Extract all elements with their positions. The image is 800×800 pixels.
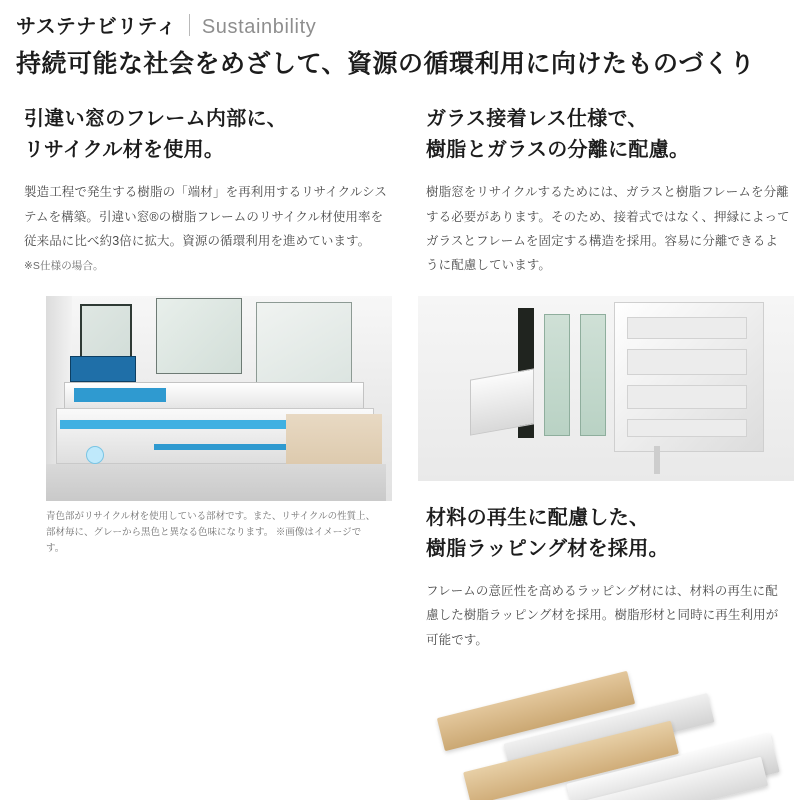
page-headline: 持続可能な社会をめざして、資源の循環利用に向けたものづくり <box>16 50 756 78</box>
section-title-line2: 樹脂とガラスの分離に配慮。 <box>426 139 690 162</box>
glass-resin-separation-photo <box>418 296 794 481</box>
profile-chamber-3 <box>627 385 747 409</box>
recycled-material-strip-secondary <box>154 444 296 450</box>
recycled-core-block <box>70 356 136 382</box>
glass-pane-outer <box>544 314 570 436</box>
figure-caption: 青色部がリサイクル材を使用している部材です。また、リサイクルの性質上、部材毎に、グレーから黒色と異なる色味になります。 ※画像はイメージです。 <box>46 510 376 555</box>
section-title-line2: 樹脂ラッピング材を採用。 <box>426 537 669 560</box>
header-title-row <box>16 10 784 39</box>
section-glass-free-adhesion <box>418 104 794 481</box>
glass-pane-right <box>256 302 352 388</box>
wrapping-illustration <box>418 668 794 800</box>
section-body <box>16 180 392 278</box>
profile-chamber-2 <box>627 349 747 375</box>
section-body-note: ※S仕様の場合。 <box>24 260 104 273</box>
header-divider <box>189 14 190 36</box>
section-title-line1: 引違い窓のフレーム内部に、 <box>24 108 288 131</box>
window-frame-cutaway-photo <box>46 296 392 501</box>
profile-stem <box>654 446 660 474</box>
frame-base <box>46 464 386 501</box>
section-resin-wrapping <box>418 503 794 800</box>
section-title <box>16 104 392 166</box>
window-illustration <box>46 296 392 501</box>
section-body: フレームの意匠性を高めるラッピング材には、材料の再生に配慮した樹脂ラッピング材を採用。樹脂形材と同時に再生利用が可能です。 <box>426 583 779 647</box>
column-right <box>418 104 794 800</box>
column-left <box>16 104 392 800</box>
page-header <box>0 0 800 39</box>
glass-pane-inner <box>580 314 606 436</box>
glazing-bead <box>470 368 534 435</box>
section-title-line1: 材料の再生に配慮した、 <box>426 506 650 529</box>
page-title-en: Sustainbility <box>201 16 317 38</box>
glass-pane-middle <box>156 298 242 374</box>
recycled-material-strip <box>60 420 292 429</box>
separation-illustration <box>418 296 794 481</box>
roller-detail <box>86 446 104 464</box>
section-title <box>418 104 794 166</box>
section-body-text: 製造工程で発生する樹脂の「端材」を再利用するリサイクルシステムを構築。引違い窓®の樹脂フレームのリサイクル材使用率を従来品に比べ約3倍に拡大。資源の循環利用を進めています。 <box>24 185 387 248</box>
profile-chamber-1 <box>627 317 747 339</box>
recycled-core-strip <box>74 388 166 402</box>
resin-frame-profile <box>614 302 764 452</box>
section-recycled-material <box>16 104 392 557</box>
section-body: 樹脂窓をリサイクルするためには、ガラスと樹脂フレームを分離する必要があります。そのため、接着式ではなく、押縁によってガラスとフレームを固定する構造を採用。容易に分離できるように配慮しています。 <box>426 185 790 273</box>
section-title-line2: リサイクル材を使用。 <box>24 139 225 162</box>
resin-wrapping-boards-photo <box>418 668 794 800</box>
page-title-ja: サステナビリティ <box>16 16 177 38</box>
section-title-line1: ガラス接着レス仕様で、 <box>426 108 648 131</box>
profile-chamber-4 <box>627 419 747 437</box>
section-title <box>418 503 794 565</box>
content-columns <box>0 104 800 800</box>
